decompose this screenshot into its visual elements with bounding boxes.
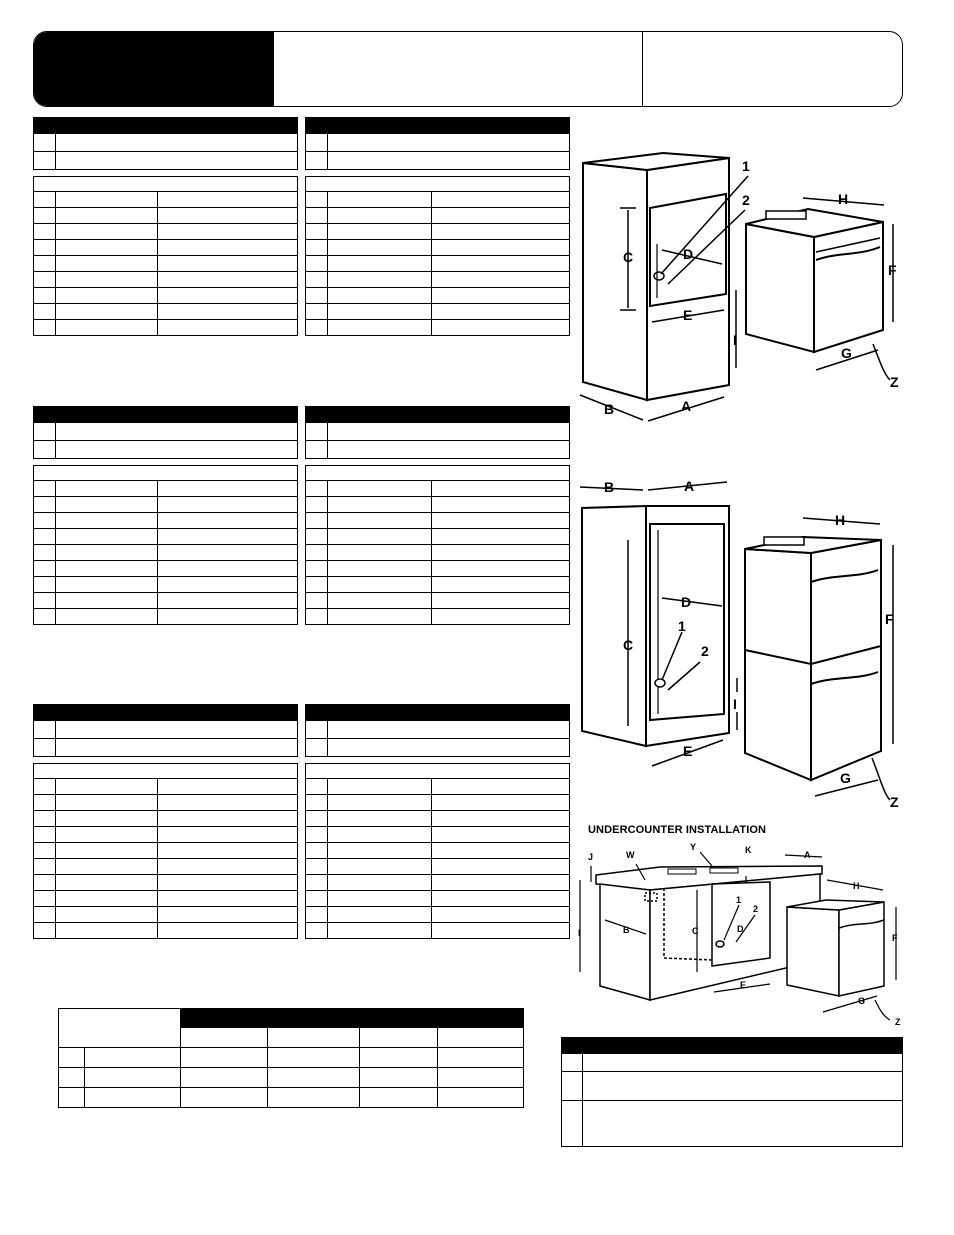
spec-table-bottom-left [33,704,298,939]
callout-1: 1 [742,158,750,174]
dim-label-h: H [835,512,846,528]
document-header [33,31,903,107]
double-oven-diagram [570,465,910,810]
cabinet-front [647,158,729,400]
dim-label-z: Z [890,374,899,390]
header-divider [642,32,643,106]
dim-label-i: I [733,332,737,348]
dim-label-i: I [578,928,581,938]
notes-table [561,1037,903,1147]
notes-column-divider [582,1054,583,1147]
callout-1: 1 [736,895,742,905]
spec-table-mid-left [33,406,298,625]
undercounter-diagram [570,838,910,1033]
dim-label-c: C [623,637,634,653]
notes-row-divider [562,1100,902,1101]
callout-1: 1 [678,618,686,634]
dim-label-a: A [681,398,692,414]
dim-label-b: B [623,925,630,935]
dim-label-h: H [838,191,849,207]
header-black-panel [34,32,274,106]
dim-label-f: F [885,611,894,627]
dim-label-d: D [683,246,694,262]
dim-label-b: B [604,401,615,417]
dim-label-c: C [623,249,634,265]
dim-label-d: D [737,924,744,934]
dim-label-c: C [692,926,699,936]
summary-table [58,1008,524,1108]
cabinet-side [582,506,646,746]
single-oven-diagram [570,110,910,440]
dim-label-h: H [853,881,860,891]
dim-label-f: F [892,933,898,943]
dim-label-y: Y [690,842,697,852]
dim-label-e: E [683,307,693,323]
callout-2: 2 [742,192,750,208]
notes-header-bar [562,1038,902,1054]
notes-row-divider [562,1071,902,1072]
spec-table-mid-right [305,406,570,625]
dim-label-g: G [840,770,851,786]
dim-label-i: I [733,696,737,712]
dim-label-g: G [841,345,852,361]
dim-label-a: A [804,850,811,860]
dim-label-w: W [626,850,635,860]
spec-table-top-right [305,117,570,336]
dim-label-e: E [683,743,693,759]
callout-2: 2 [753,904,759,914]
undercounter-title: UNDERCOUNTER INSTALLATION [588,824,767,836]
dim-label-z: Z [890,794,899,810]
dim-label-z: Z [895,1017,901,1027]
dim-label-g: G [858,996,866,1006]
dim-label-k: K [745,845,752,855]
spec-table-top-left [33,117,298,336]
callout-2: 2 [701,643,709,659]
dim-label-a: A [684,478,695,494]
spec-table-bottom-right [305,704,570,939]
dim-label-f: F [888,262,897,278]
cabinet-side [583,163,647,400]
dim-label-e: E [740,980,747,990]
dim-label-d: D [681,594,692,610]
dim-label-j: J [588,852,594,862]
dim-label-b: B [604,479,615,495]
